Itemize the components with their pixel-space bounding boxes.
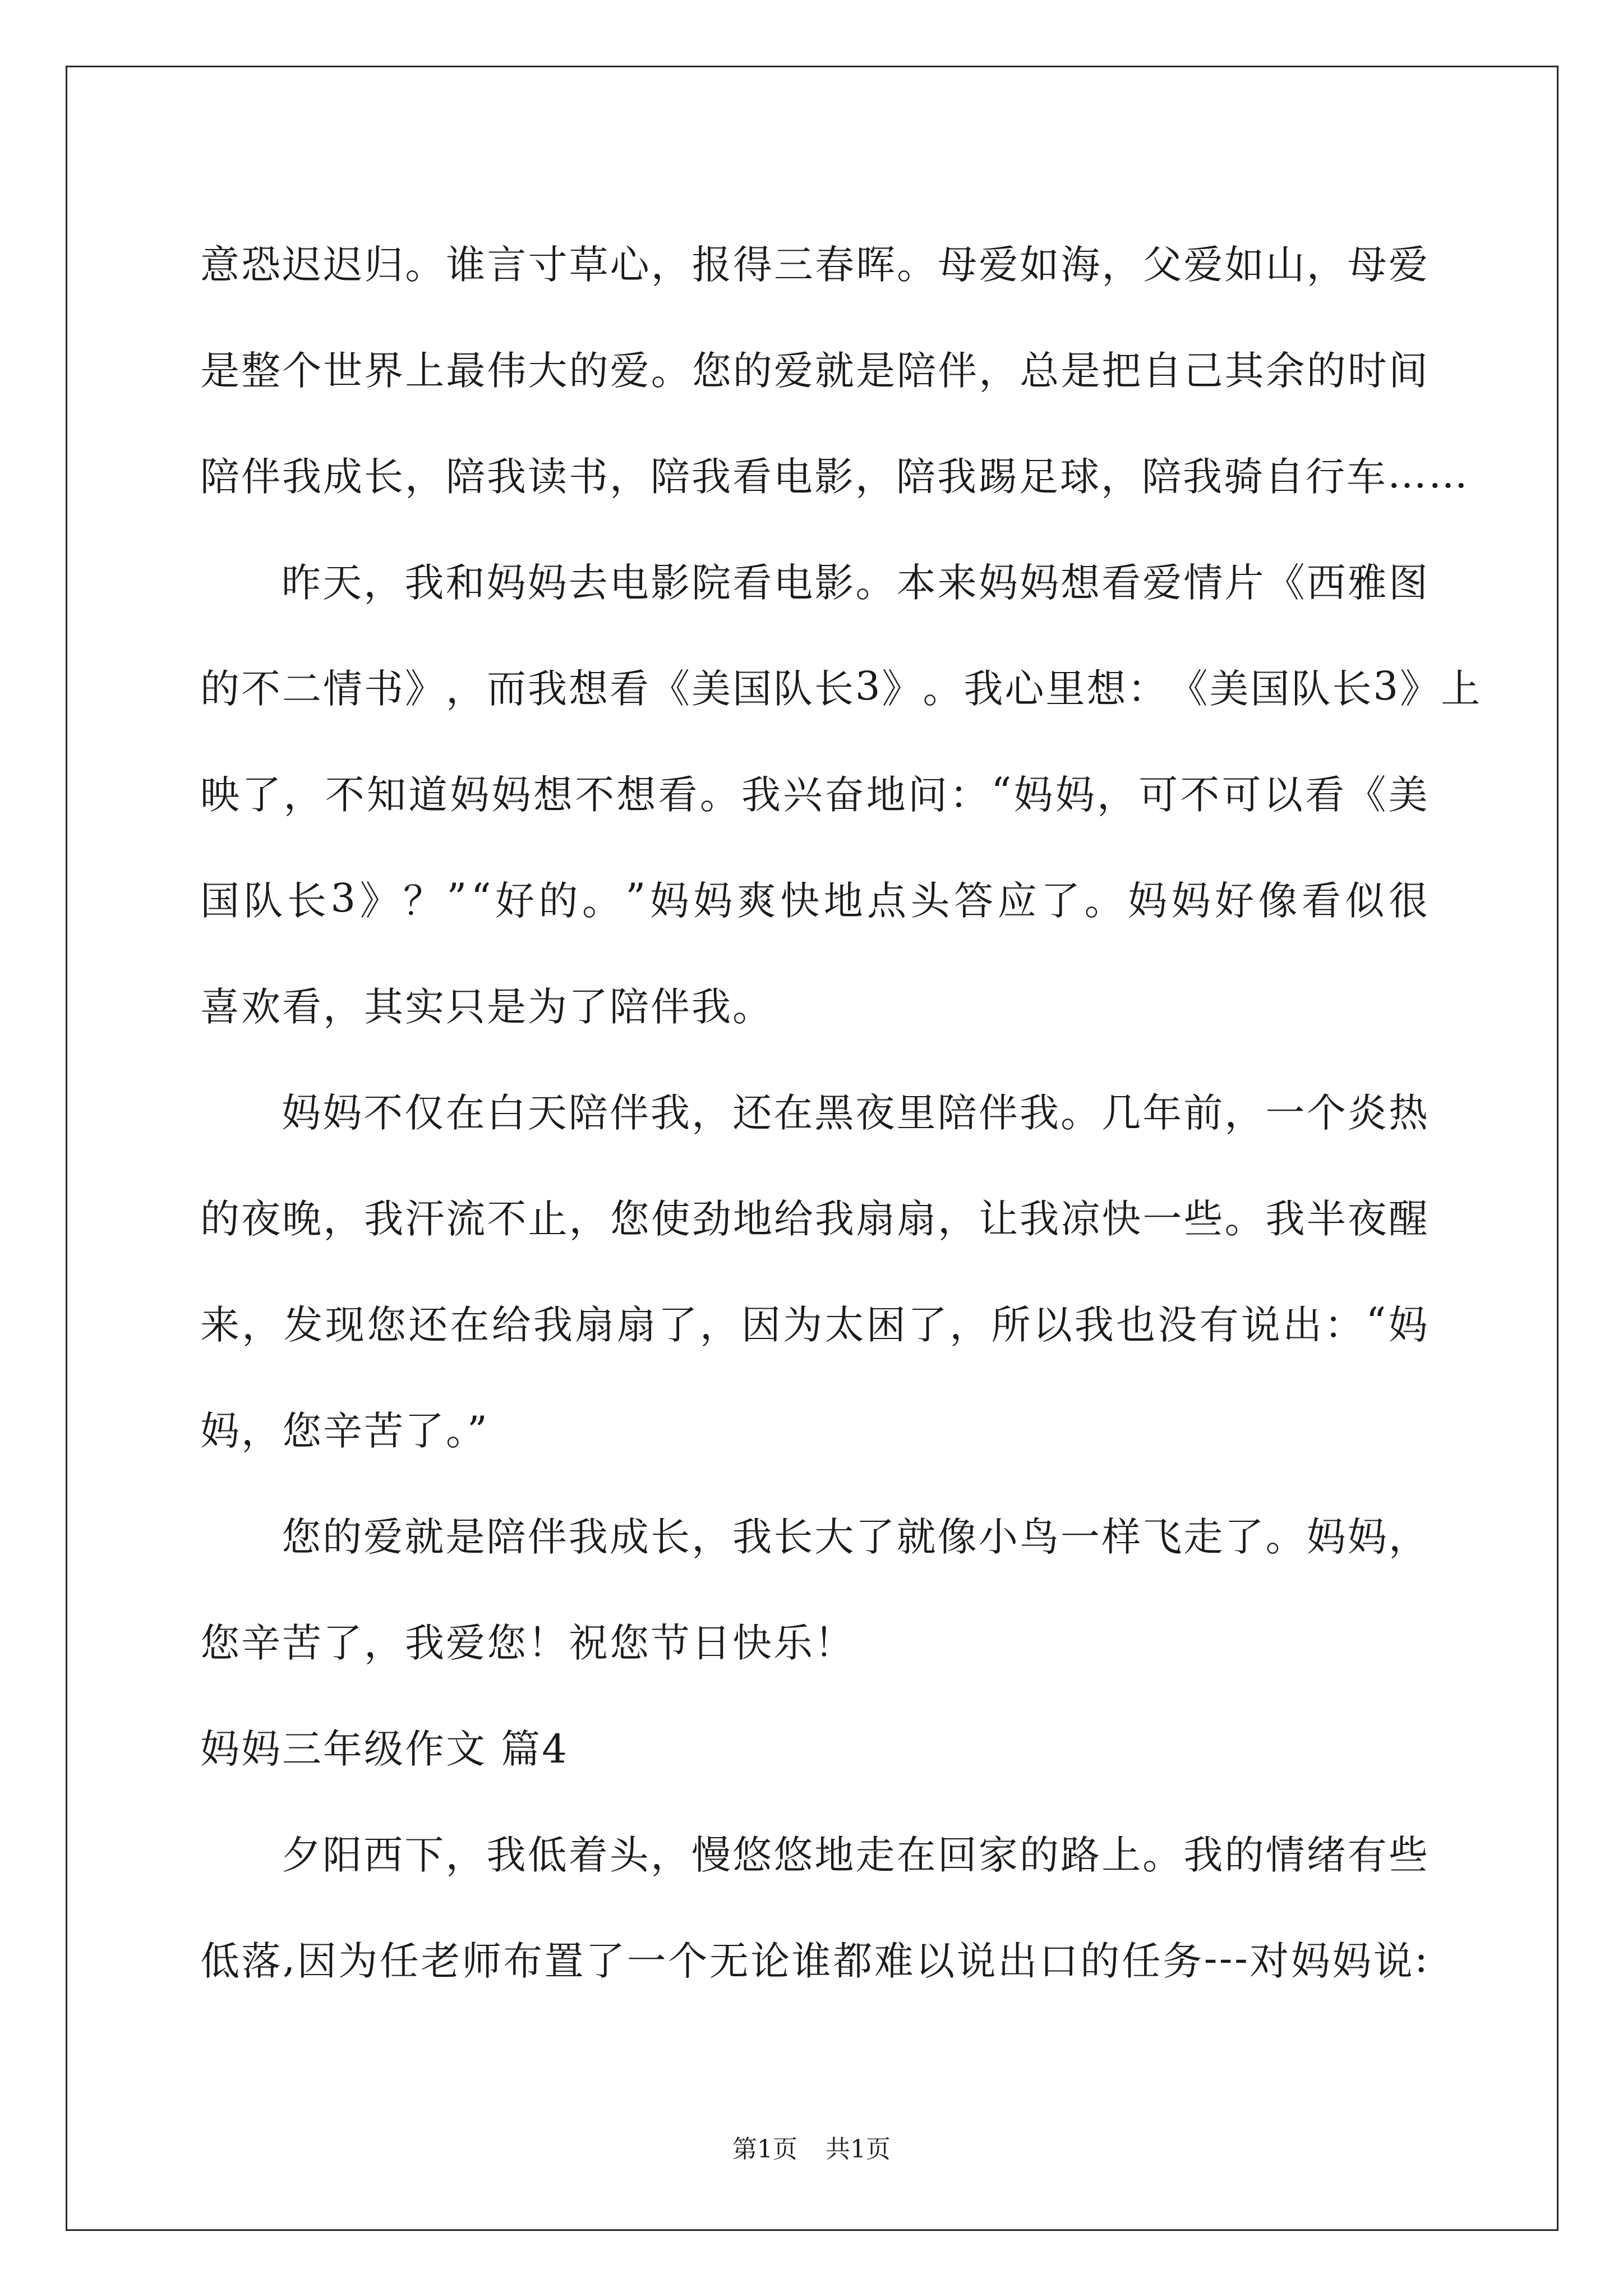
page-footer <box>0 2129 1623 2165</box>
text-line: 陪 伴 我 成 长 ， 陪 我 读 书 ， 陪 我 看 电 影 ， 陪 我 踢 足 球 ， 陪 我 骑 自 行 车 … … <box>200 450 1469 500</box>
text-line: 妈 妈 不 仅 在 白 天 陪 伴 我 ， 还 在 黑 夜 里 陪 伴 我 。 几 年 前 ， 一 个 炎 热 <box>282 1090 1430 1136</box>
text-line: 的 夜 晚 ， 我 汗 流 不 止 ， 您 使 劲 地 给 我 扇 扇 ， 让 我 凉 快 一 些 。 我 半 夜 醒 <box>200 1196 1430 1242</box>
text-line: 夕 阳 西 下 ， 我 低 着 头 ， 慢 悠 悠 地 走 在 回 家 的 路 上 。 我 的 情 绪 有 些 <box>282 1832 1430 1878</box>
text-line: 意 恐 迟 迟 归 。 谁 言 寸 草 心 ， 报 得 三 春 晖 。 母 爱 如 海 ， 父 爱 如 山 ， 母 爱 <box>200 242 1430 288</box>
text-line: 喜欢看，其实只是为了陪伴我。 <box>200 984 773 1030</box>
text-line: 来 ， 发 现 您 还 在 给 我 扇 扇 了 ， 因 为 太 困 了 ， 所 以 我 也 没 有 说 出 ： “ 妈 <box>200 1299 1430 1348</box>
text-line: 您 的 爱 就 是 陪 伴 我 成 长 ， 我 长 大 了 就 像 小 鸟 一 样 飞 走 了 。 妈 妈 ， <box>282 1514 1430 1560</box>
text-line: 妈，您辛苦了。” <box>200 1408 489 1454</box>
text-line: 昨 天 ， 我 和 妈 妈 去 电 影 院 看 电 影 。 本 来 妈 妈 想 看 爱 情 片 《 西 雅 图 <box>282 560 1430 606</box>
text-line: 国 队 长 3 》 ？ ” “ 好 的 。 ” 妈 妈 爽 快 地 点 头 答 应 了 。 妈 妈 好 像 看 似 很 <box>200 875 1430 924</box>
document-body <box>200 209 1482 2011</box>
text-line: 是 整 个 世 界 上 最 伟 大 的 爱 。 您 的 爱 就 是 陪 伴 ， 总 是 把 自 己 其 余 的 时 间 <box>200 348 1430 394</box>
text-line: 您辛苦了，我爱您！祝您节日快乐！ <box>200 1620 855 1666</box>
text-line: 的 不 二 情 书 》 ， 而 我 想 看 《 美 国 队 长 3 》 。 我 心 里 想 ： 《 美 国 队 长 3 》 上 <box>200 662 1482 712</box>
text-line: 低 落 , 因 为 任 老 师 布 置 了 一 个 无 论 谁 都 难 以 说 出 口 的 任 务 - - - 对 妈 妈 说 : <box>200 1935 1430 1984</box>
section-heading: 妈妈三年级作文 篇4 <box>200 1726 569 1772</box>
text-line: 映 了 ， 不 知 道 妈 妈 想 不 想 看 。 我 兴 奋 地 问 ： “ 妈 妈 ， 可 不 可 以 看 《 美 <box>200 769 1430 818</box>
page-number: 第1页 <box>732 2135 797 2164</box>
page-total: 共1页 <box>826 2135 891 2164</box>
